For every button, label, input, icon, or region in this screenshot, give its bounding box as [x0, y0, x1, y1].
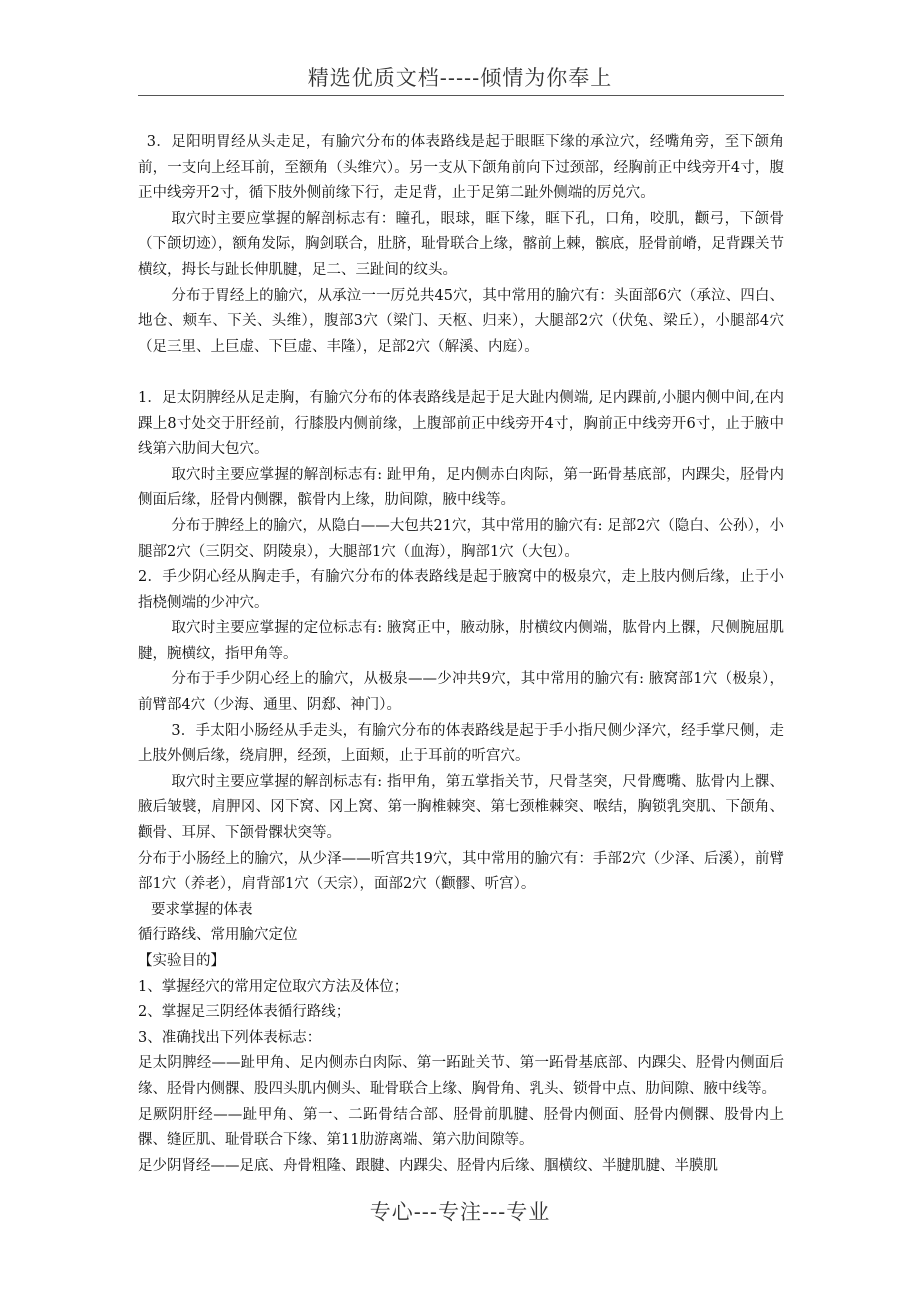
paragraph: 足少阴肾经——足底、舟骨粗隆、跟腱、内踝尖、胫骨内后缘、腘横纹、半腱肌腱、半膜肌 — [138, 1157, 718, 1174]
paragraph: 取穴时主要应掌握的解剖标志有：瞳孔，眼球，眶下缘，眶下孔，口角，咬肌，颧弓，下颌骨（下颌切迹），额角发际，胸剑联合，肚脐，耻骨联合上缘，髂前上棘，髌底，胫骨前嵴，足背踝关节横纹，拇长与趾长伸肌腱，足二、三趾间的纹头。 — [138, 210, 784, 278]
section-heading: 循行路线、常用腧穴定位 — [138, 927, 298, 944]
paragraph: 足太阴脾经——趾甲角、足内侧赤白肉际、第一跖趾关节、第一跖骨基底部、内踝尖、胫骨内侧面后缘、胫骨内侧髁、股四头肌内侧头、耻骨联合上缘、胸骨角、乳头、锁骨中点、肋间隙、腋中线等。 — [138, 1055, 784, 1097]
paragraph: 足厥阴肝经——趾甲角、第一、二跖骨结合部、胫骨前肌腱、胫骨内侧面、胫骨内侧髁、股骨内上髁、缝匠肌、耻骨联合下缘、第11肋游离端、第六肋间隙等。 — [138, 1106, 784, 1149]
section-heading: 【实验目的】 — [138, 953, 225, 969]
spacer — [138, 360, 784, 386]
paragraph: 分布于手少阴心经上的腧穴，从极泉——少冲共9穴，其中常用的腧穴有: 腋窝部1穴（极泉），前臂部4穴（少海、通里、阴郄、神门）。 — [138, 671, 784, 714]
paragraph: 分布于脾经上的腧穴，从隐白——大包共21穴，其中常用的腧穴有: 足部2穴（隐白、公孙），小腿部2穴（三阴交、阴陵泉），大腿部1穴（血海），胸部1穴（大包）。 — [138, 517, 784, 560]
paragraph: 分布于小肠经上的腧穴，从少泽——听宫共19穴，其中常用的腧穴有：手部2穴（少泽、后溪），前臂部1穴（养老），肩背部1穴（天宗），面部2穴（颧髎、听宫）。 — [138, 850, 784, 893]
paragraph: 3．足阳明胃经从头走足，有腧穴分布的体表路线是起于眼眶下缘的承泣穴，经嘴角旁，至下颌角前，一支向上经耳前，至额角（头维穴）。另一支从下颌角前向下过颈部，经胸前正中线旁开4寸，腹正中线旁开2寸，循下肢外侧前缘下行，走足背，止于足第二趾外侧端的厉兑穴。 — [138, 134, 784, 202]
page-header: 精选优质文档-----倾情为你奉上 — [307, 66, 613, 90]
paragraph: 取穴时主要应掌握的解剖标志有: 趾甲角，足内侧赤白肉际，第一跖骨基底部，内踝尖，胫骨内侧面后缘，胫骨内侧髁，髌骨内上缘，肋间隙，腋中线等。 — [138, 466, 784, 509]
list-item: 2、掌握足三阴经体表循行路线； — [138, 1004, 351, 1021]
document-body — [138, 130, 784, 1179]
paragraph: 2．手少阴心经从胸走手，有腧穴分布的体表路线是起于腋窝中的极泉穴，走上肢内侧后缘，止于小指桡侧端的少冲穴。 — [138, 569, 784, 611]
list-item: 3、准确找出下列体表标志： — [138, 1029, 322, 1046]
page-footer: 专心---专注---专业 — [369, 1200, 551, 1224]
header-divider — [138, 95, 784, 96]
paragraph: 1．足太阴脾经从足走胸，有腧穴分布的体表路线是起于足大趾内侧端, 足内踝前,小腿内侧中间,在内踝上8寸处交于肝经前，行膝股内侧前缘，上腹部前正中线旁开4寸，胸前正中线旁开6寸，止于腋中线第六肋间大包穴。 — [138, 389, 784, 458]
paragraph: 取穴时主要应掌握的定位标志有: 腋窝正中，腋动脉，肘横纹内侧端，肱骨内上髁，尺侧腕屈肌腱，腕横纹，指甲角等。 — [138, 620, 784, 662]
section-heading: 要求掌握的体表 — [151, 901, 253, 918]
paragraph: 分布于胃经上的腧穴，从承泣一一厉兑共45穴，其中常用的腧穴有：头面部6穴（承泣、四白、地仓、颊车、下关、头维），腹部3穴（梁门、天枢、归来），大腿部2穴（伏兔、梁丘），小腿部4穴（足三里、上巨虚、下巨虚、丰隆），足部2穴（解溪、内庭）。 — [138, 287, 784, 355]
list-item: 1、掌握经穴的常用定位取穴方法及体位； — [138, 978, 409, 995]
paragraph: 3．手太阳小肠经从手走头，有腧穴分布的体表路线是起于手小指尺侧少泽穴，经手掌尺侧，走上肢外侧后缘，绕肩胛，经颈，上面颊，止于耳前的听宫穴。 — [138, 722, 784, 765]
paragraph: 取穴时主要应掌握的解剖标志有: 指甲角，第五掌指关节，尺骨茎突，尺骨鹰嘴、肱骨内上髁、腋后皱襞，肩胛冈、冈下窝、冈上窝、第一胸椎棘突、第七颈椎棘突、喉结，胸锁乳突肌、下颌角、颧骨、耳屏、下颌骨髁状突等。 — [138, 773, 784, 842]
